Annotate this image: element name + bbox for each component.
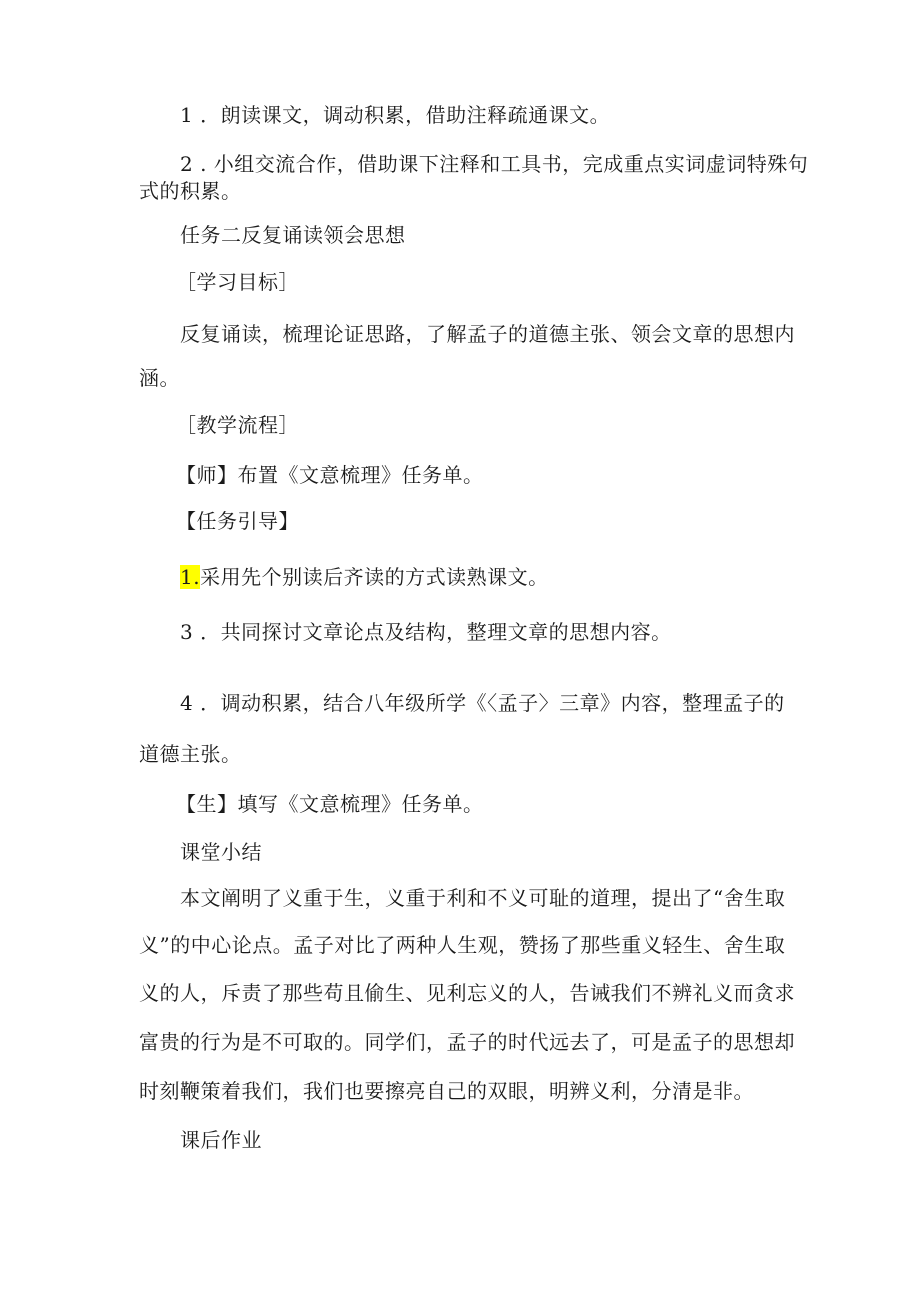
learning-goal-label: ［学习目标］: [176, 270, 299, 294]
task-step-2-cont: 式的积累。: [139, 179, 242, 203]
learning-goal-text: 反复诵读，梳理论证思路，了解孟子的道德主张、领会文章的思想内: [180, 322, 795, 346]
guide-step-3: 3 ．共同探讨文章论点及结构，整理文章的思想内容。: [180, 620, 672, 644]
summary-line-4: 富贵的行为是不可取的。同学们，孟子的时代远去了，可是孟子的思想却: [139, 1030, 795, 1054]
guide-step-1-text: 采用先个别读后齐读的方式读熟课文。: [200, 565, 549, 589]
guide-step-4: 4 ．调动积累，结合八年级所学《〈孟子〉三章》内容，整理孟子的: [180, 691, 785, 715]
task-step-1: 1 ．朗读课文，调动积累，借助注释疏通课文。: [180, 103, 611, 127]
task-guide-label: 【任务引导】: [176, 509, 299, 533]
section-heading-task-two: 任务二反复诵读领会思想: [180, 223, 406, 247]
teaching-flow-label: ［教学流程］: [176, 413, 299, 437]
highlighted-number: 1.: [180, 565, 201, 589]
guide-step-1: [180, 564, 549, 590]
summary-line-3: 义的人，斥责了那些苟且偷生、见利忘义的人，告诫我们不辨礼义而贪求: [139, 981, 795, 1005]
task-step-2: 2 . 小组交流合作，借助课下注释和工具书，完成重点实词虚词特殊句: [180, 152, 809, 176]
summary-line-5: 时刻鞭策着我们，我们也要擦亮自己的双眼，明辨义利，分清是非。: [139, 1079, 754, 1103]
summary-line-1: 本文阐明了义重于生，义重于利和不义可耻的道理，提出了“舍生取: [180, 886, 786, 910]
section-heading-summary: 课堂小结: [180, 840, 262, 864]
teacher-step: 【师】布置《文意梳理》任务单。: [176, 463, 484, 487]
section-heading-homework: 课后作业: [180, 1128, 262, 1152]
learning-goal-text-cont: 涵。: [139, 366, 180, 390]
guide-step-4-cont: 道德主张。: [139, 742, 242, 766]
student-step: 【生】填写《文意梳理》任务单。: [176, 792, 484, 816]
summary-line-2: 义”的中心论点。孟子对比了两种人生观，赞扬了那些重义轻生、舍生取: [139, 933, 786, 957]
